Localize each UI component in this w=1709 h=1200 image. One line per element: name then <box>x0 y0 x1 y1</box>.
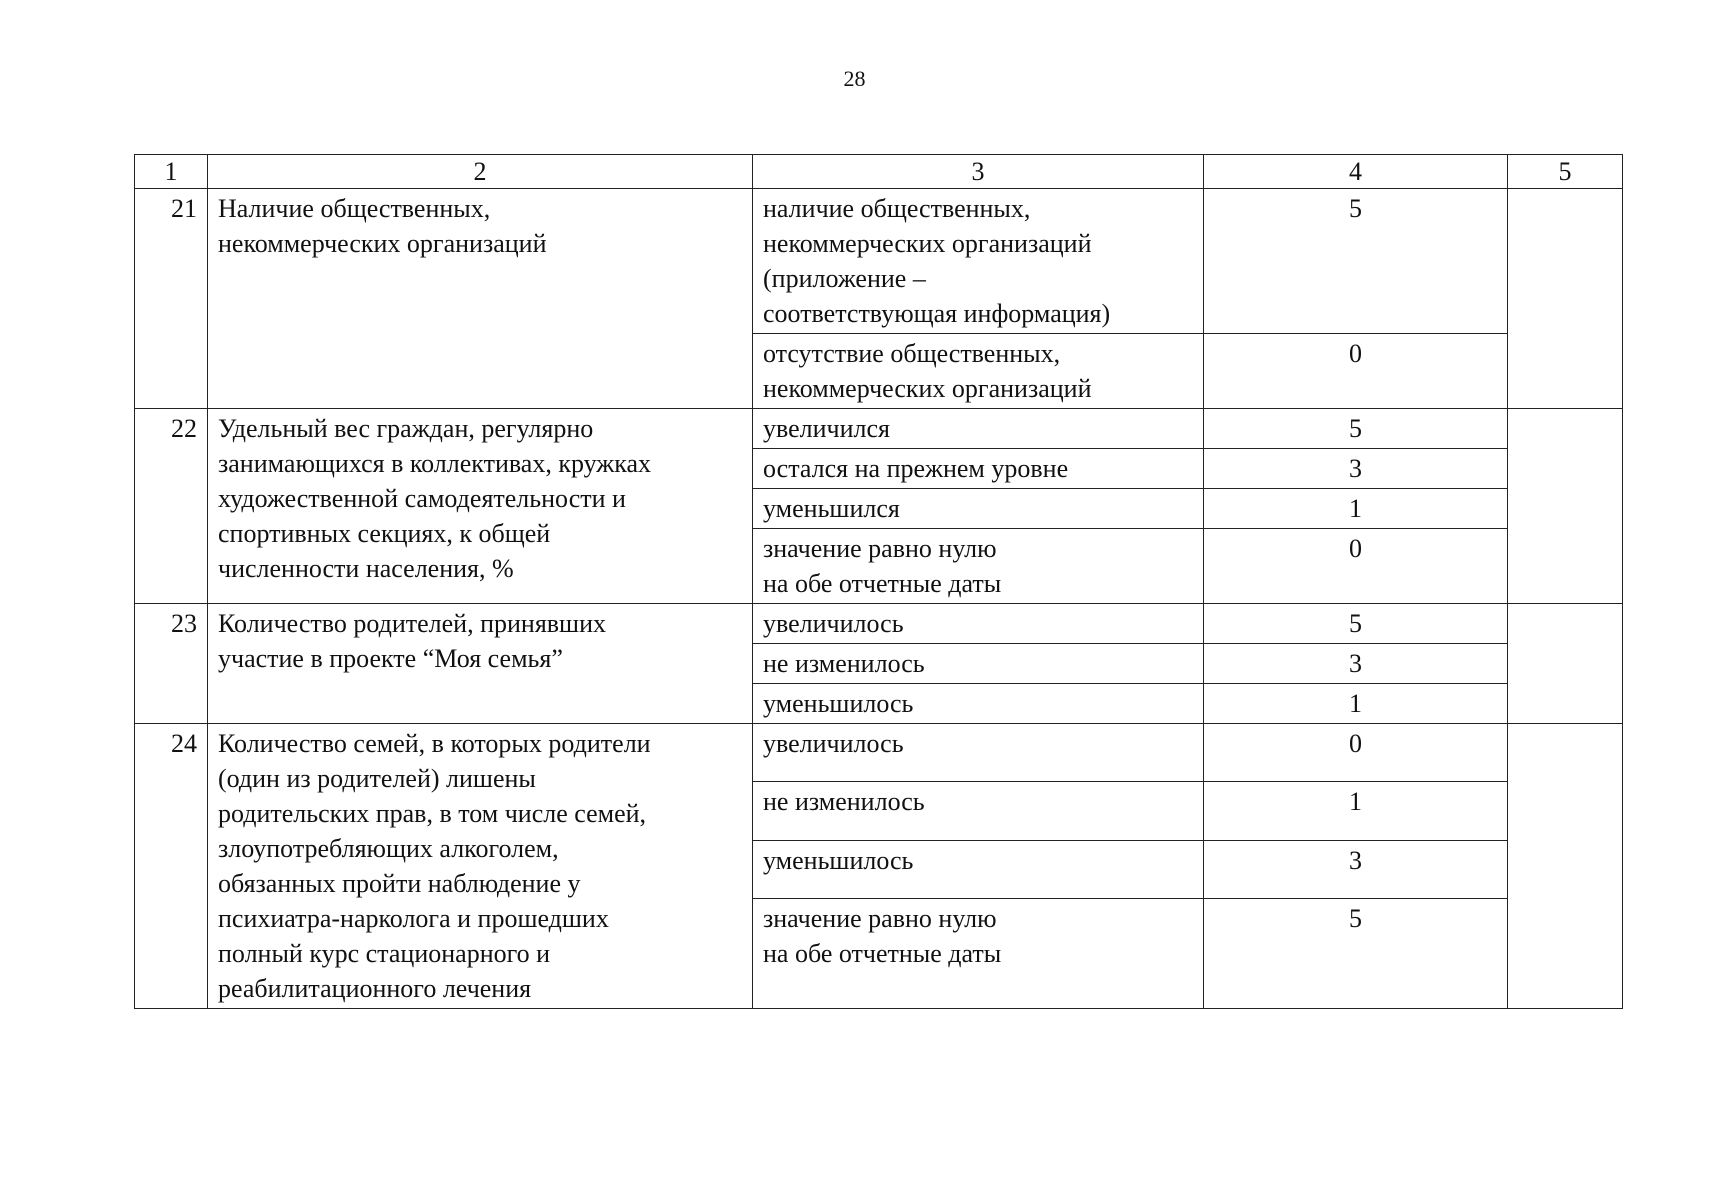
option-line: на обе отчетные даты <box>763 939 1002 969</box>
criterion-line: психиатра-нарколога и прошедших <box>218 904 609 933</box>
score-cell: 1 <box>1204 489 1508 529</box>
criterion-line: Удельный вес граждан, регулярно <box>218 414 594 443</box>
header-cell-4: 4 <box>1204 155 1508 189</box>
criterion-cell <box>208 409 753 604</box>
page-number: 28 <box>843 66 866 91</box>
option-line: уменьшилось <box>763 689 914 718</box>
row-number: 23 <box>135 604 208 724</box>
score-cell: 5 <box>1204 409 1508 449</box>
score-cell: 1 <box>1204 782 1508 840</box>
table-row <box>135 724 1623 782</box>
option-cell <box>753 409 1204 449</box>
option-line: значение равно нулю <box>763 534 997 563</box>
header-cell-5: 5 <box>1508 155 1623 189</box>
criterion-line: обязанных пройти наблюдение у <box>218 869 581 898</box>
table-row <box>135 189 1623 334</box>
criterion-line: реабилитационного лечения <box>218 974 532 1003</box>
option-line: не изменилось <box>763 787 925 817</box>
option-line: увеличилось <box>763 729 904 758</box>
option-line: отсутствие общественных, <box>763 339 1061 368</box>
option-cell <box>753 189 1204 334</box>
option-line: уменьшился <box>763 494 900 523</box>
score-cell: 5 <box>1204 604 1508 644</box>
criterion-line: (один из родителей) лишены <box>218 764 536 793</box>
option-line: остался на прежнем уровне <box>763 454 1069 483</box>
criterion-line: Количество родителей, принявших <box>218 609 606 638</box>
option-line: значение равно нулю <box>763 904 997 934</box>
option-line: не изменилось <box>763 649 925 678</box>
criterion-line: Наличие общественных, <box>218 194 491 223</box>
criterion-line: участие в проекте “Моя семья” <box>218 644 563 673</box>
criterion-cell <box>208 189 753 409</box>
criterion-cell <box>208 724 753 1009</box>
option-cell <box>753 782 1204 840</box>
table-body <box>135 155 1623 1009</box>
row-number: 24 <box>135 724 208 1009</box>
criterion-line: художественной самодеятельности и <box>218 484 626 513</box>
option-cell <box>753 334 1204 409</box>
option-cell <box>753 684 1204 724</box>
option-line: соответствующая информация) <box>763 299 1111 328</box>
criteria-table <box>134 154 1623 1009</box>
column-5-cell <box>1508 409 1623 604</box>
column-5-cell <box>1508 189 1623 409</box>
option-line: наличие общественных, <box>763 194 1031 223</box>
criterion-line: родительских прав, в том числе семей, <box>218 799 647 828</box>
option-line: (приложение – <box>763 264 926 293</box>
score-cell: 0 <box>1204 529 1508 604</box>
row-number: 21 <box>135 189 208 409</box>
option-cell <box>753 840 1204 898</box>
column-5-cell <box>1508 604 1623 724</box>
criterion-line: некоммерческих организаций <box>218 229 547 258</box>
header-cell-1: 1 <box>135 155 208 189</box>
option-line: некоммерческих организаций <box>763 374 1092 403</box>
score-cell: 1 <box>1204 684 1508 724</box>
option-cell <box>753 604 1204 644</box>
row-number: 22 <box>135 409 208 604</box>
header-row <box>135 155 1623 189</box>
header-cell-3: 3 <box>753 155 1204 189</box>
option-line: увеличилось <box>763 609 904 638</box>
option-cell <box>753 529 1204 604</box>
table-row <box>135 604 1623 644</box>
criterion-line: злоупотребляющих алкоголем, <box>218 834 559 863</box>
criterion-line: полный курс стационарного и <box>218 939 551 968</box>
header-cell-2: 2 <box>208 155 753 189</box>
score-cell: 0 <box>1204 334 1508 409</box>
criterion-cell <box>208 604 753 724</box>
criterion-line: численности населения, % <box>218 554 514 583</box>
option-cell <box>753 724 1204 782</box>
option-cell <box>753 644 1204 684</box>
score-cell: 5 <box>1204 189 1508 334</box>
criterion-line: занимающихся в коллективах, кружках <box>218 449 652 478</box>
option-line: увеличился <box>763 414 891 443</box>
score-cell: 0 <box>1204 724 1508 782</box>
score-cell: 3 <box>1204 449 1508 489</box>
option-cell <box>753 899 1204 1009</box>
criterion-line: Количество семей, в которых родители <box>218 729 651 758</box>
score-cell: 5 <box>1204 899 1508 1009</box>
option-line: на обе отчетные даты <box>763 569 1002 598</box>
criterion-line: спортивных секциях, к общей <box>218 519 551 548</box>
option-line: уменьшилось <box>763 845 914 875</box>
option-line: некоммерческих организаций <box>763 229 1092 258</box>
option-cell <box>753 449 1204 489</box>
column-5-cell <box>1508 724 1623 1009</box>
table-row <box>135 409 1623 449</box>
score-cell: 3 <box>1204 644 1508 684</box>
score-cell: 3 <box>1204 840 1508 898</box>
option-cell <box>753 489 1204 529</box>
